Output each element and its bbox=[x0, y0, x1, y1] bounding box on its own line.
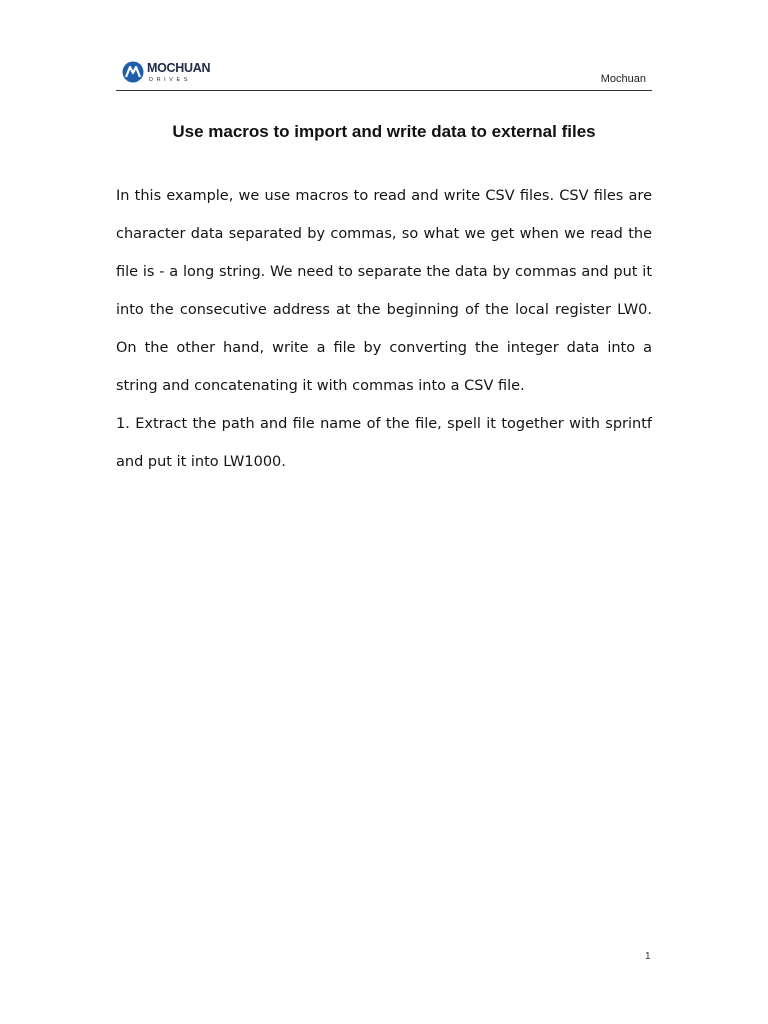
document-body bbox=[116, 177, 652, 481]
body-paragraph-step-1: 1. Extract the path and file name of the file, spell it together with sprintf and put it into LW1000. bbox=[116, 416, 652, 470]
logo-wordmark: MOCHUAN bbox=[147, 61, 211, 75]
body-paragraph-intro: In this example, we use macros to read and write CSV files. CSV files are character data separated by commas, so what we get when we read the file is - a long string. We need to separate the data by commas and put it into the consecutive address at the beginning of the local register LW0. On the other hand, write a file by converting the integer data into a string and concatenating it with commas into a CSV file. bbox=[116, 188, 652, 394]
header-divider bbox=[116, 90, 652, 91]
logo-subtext: DRIVES bbox=[149, 77, 192, 83]
header-company-name: Mochuan bbox=[600, 73, 646, 85]
mochuan-logo bbox=[122, 57, 222, 87]
page-number: 1 bbox=[645, 951, 651, 962]
document-title: Use macros to import and write data to external files bbox=[172, 122, 596, 141]
mochuan-logo-icon bbox=[122, 57, 222, 87]
